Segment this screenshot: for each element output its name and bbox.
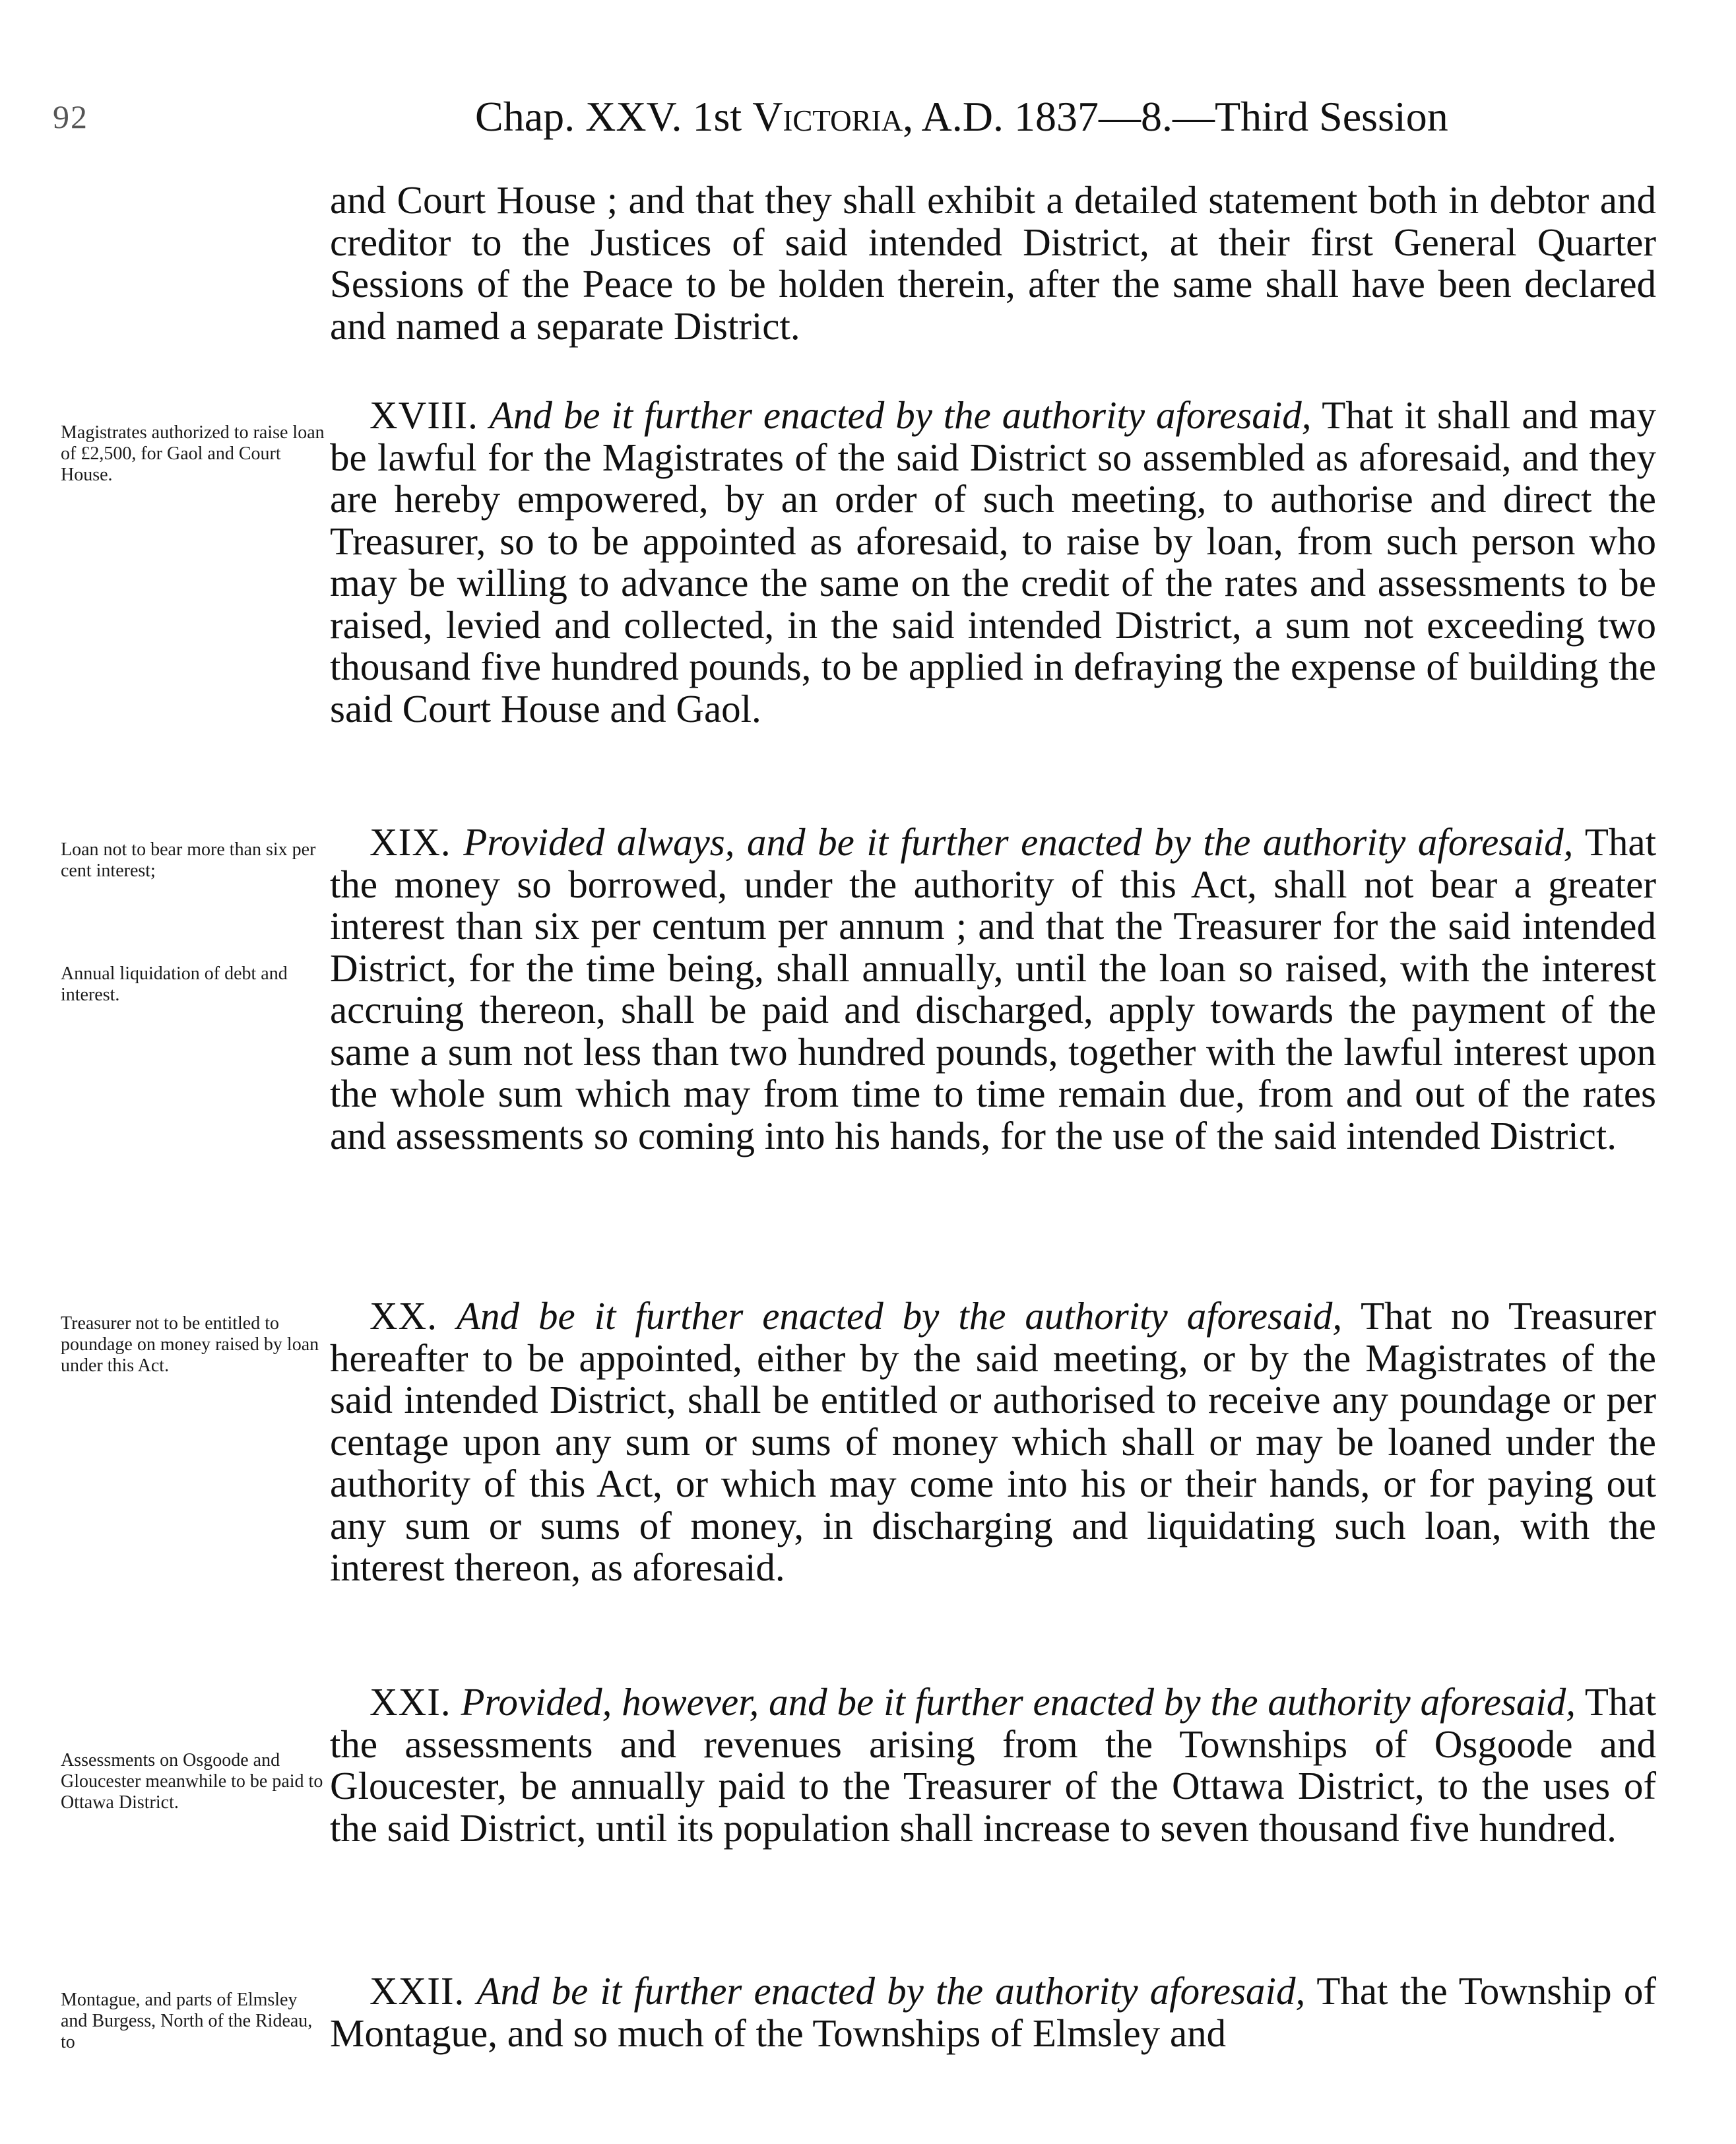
section-number: XX. [370,1294,437,1338]
section-number: XIX. [370,820,451,864]
enacting-clause: Provided always, and be it further enacted by the authority aforesaid, [463,820,1574,864]
sidenote-loan-interest: Loan not to bear more than six per cent interest; [61,839,316,881]
reign-name: Victoria [752,93,903,140]
paragraph-continuation [330,179,1656,347]
section-number: XXI. [370,1680,451,1724]
reign-prefix: 1st [692,93,753,140]
sidenote-assessments: Assessments on Osgoode and Gloucester meanwhile to be paid to Ottawa District. [61,1750,323,1813]
section-paragraph [330,1295,1656,1589]
section-xviii [330,395,1656,730]
section-number: XVIII. [370,393,478,437]
sidenote-montague: Montague, and parts of Elmsley and Burgess, North of the Rideau, to [61,1990,313,2052]
chapter-label: Chap. XXV. [475,93,682,140]
sidenote-treasurer-poundage: Treasurer not to be entitled to poundage on money raised by loan under this Act. [61,1313,319,1376]
page-number: 92 [53,98,88,135]
running-head [475,92,1557,141]
section-paragraph [330,1681,1656,1849]
section-xx [330,1295,1656,1589]
section-paragraph [330,395,1656,730]
sidenote-magistrates: Magistrates authorized to raise loan of £2,500, for Gaol and Court House. [61,422,325,485]
section-number: XXII. [370,1969,465,2013]
enacting-clause: And be it further enacted by the authority aforesaid, [489,393,1312,437]
section-xxii [330,1970,1656,2054]
enacting-clause: Provided, however, and be it further enacted by the authority aforesaid, [461,1680,1576,1724]
enacting-clause: And be it further enacted by the authority aforesaid, [476,1969,1306,2013]
sidenote-annual-liquidation: Annual liquidation of debt and interest. [61,963,288,1005]
paragraph-text: and Court House ; and that they shall exhibit a detailed statement both in debtor and creditor to the Justices of said intended District, at their first General Quarter Sessions of the Peace to be holden therein, after the same shall have been declared and named a separate District. [330,178,1656,348]
reign-suffix: , A.D. 1837—8.—Third Session [903,93,1448,140]
enacting-clause: And be it further enacted by the authority aforesaid, [456,1294,1343,1338]
section-text: That it shall and may be lawful for the Magistrates of the said District so assembled as aforesaid, and they are hereby empowered, by an order of such meeting, to authorise and direct the Treasurer, so to be appointed as aforesaid, to raise by loan, from such person who may be willing to advance the same on the credit of the rates and assessments to be raised, levied and collected, in the said intended District, a sum not exceeding two thousand five hundred pounds, to be applied in defraying the expense of building the said Court House and Gaol. [330,393,1657,731]
section-paragraph [330,1970,1656,2054]
section-xix [330,822,1656,1157]
section-xxi [330,1681,1656,1849]
section-paragraph [330,822,1656,1157]
section-text: That the Township of Montague, and so much of the Townships of Elmsley and [330,1969,1656,2055]
section-text: That no Treasurer hereafter to be appointed, either by the said meeting, or by the Magistrates of the said intended District, shall be entitled or authorised to receive any poundage or per centage upon any sum or sums of money which shall or may be loaned under the authority of this Act, or which may come into his or their hands, or for paying out any sum or sums of money, in discharging and liquidating such loan, with the interest thereon, as aforesaid. [330,1294,1657,1589]
section-text: That the money so borrowed, under the authority of this Act, shall not bear a greater interest than six per centum per annum ; and that the Treasurer for the said intended District, for the time being, shall annually, until the loan so raised, with the interest accruing thereon, shall be paid and discharged, apply towards the payment of the same a sum not less than two hundred pounds, together with the lawful interest upon the whole sum which may from time to time remain due, from and out of the rates and assessments so coming into his hands, for the use of the said intended District. [330,820,1657,1157]
section-text: That the assessments and revenues arising from the Townships of Osgoode and Gloucester, be annually paid to the Treasurer of the Ottawa District, to the uses of the said District, until its population shall increase to seven thousand five hundred. [330,1680,1656,1850]
